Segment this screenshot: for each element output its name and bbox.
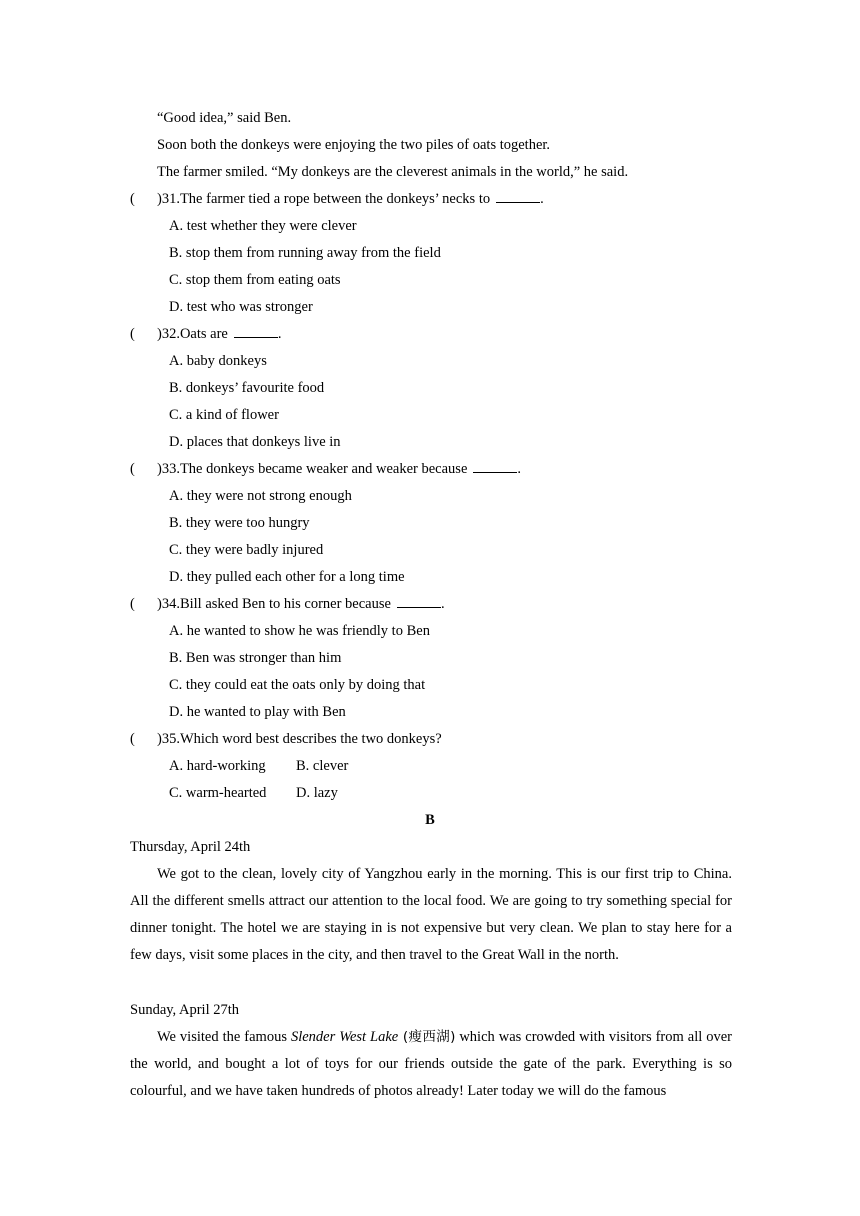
option-b: B. donkeys’ favourite food [169, 380, 325, 396]
option-a: A. they were not strong enough [169, 488, 352, 504]
place-name: Slender West Lake [290, 1029, 399, 1045]
option-d: D. they pulled each other for a long time [169, 569, 405, 585]
question-stem [157, 324, 281, 344]
option-b: B. they were too hungry [169, 515, 310, 531]
question-text: )33.The donkeys became weaker and weaker because [157, 461, 468, 477]
chinese-text: (瘦西湖) [402, 1029, 456, 1045]
answer-paren[interactable]: ( [130, 461, 135, 477]
option-c: C. they could eat the oats only by doing that [169, 677, 426, 693]
answer-paren[interactable]: ( [130, 191, 135, 207]
question-text: )32.Oats are [157, 326, 228, 342]
story-line-1: “Good idea,” said Ben. [157, 110, 292, 126]
option-c: C. stop them from eating oats [169, 272, 341, 288]
option-b: B. Ben was stronger than him [169, 650, 342, 666]
option-a: A. baby donkeys [169, 353, 267, 369]
section-heading: B [425, 812, 435, 828]
option-a: A. he wanted to show he was friendly to Ben [169, 623, 430, 639]
option-c: C. warm-hearted [169, 785, 267, 801]
answer-paren[interactable]: ( [130, 731, 135, 747]
answer-blank [397, 595, 441, 608]
option-c: C. they were badly injured [169, 542, 324, 558]
stem-end: . [540, 191, 544, 207]
chinese-name [398, 1029, 455, 1045]
story-line-3: The farmer smiled. “My donkeys are the cleverest animals in the world,” he said. [157, 164, 629, 180]
question-text: )31.The farmer tied a rope between the donkeys’ necks to [157, 191, 491, 207]
option-a: A. hard-working [169, 758, 266, 774]
question-text: )35.Which word best describes the two donkeys? [157, 731, 442, 747]
question-stem [157, 459, 521, 479]
answer-paren[interactable]: ( [130, 596, 135, 612]
stem-end: . [517, 461, 522, 477]
option-c: C. a kind of flower [169, 407, 279, 423]
option-d: D. he wanted to play with Ben [169, 704, 346, 720]
paragraph-text: We got to the clean, lovely city of Yangzhou early in the morning. This is our first trip to China. All the different smells attract our attention to the local food. We are going to try something special for dinner tonight. The hotel we are staying in is not expensive but very clean. We plan to stay here for a few days, visit some places in the city, and then travel to the Great Wall in the north. [130, 866, 732, 963]
answer-blank [496, 190, 540, 203]
question-text: )34.Bill asked Ben to his corner because [157, 596, 391, 612]
stem-end: . [440, 596, 445, 612]
diary-paragraph [130, 861, 732, 969]
option-b: B. clever [296, 758, 349, 774]
option-b: B. stop them from running away from the field [169, 245, 441, 261]
story-line-2: Soon both the donkeys were enjoying the two piles of oats together. [157, 137, 551, 153]
question-stem [157, 189, 544, 209]
option-d: D. lazy [296, 785, 338, 801]
diary-date: Thursday, April 24th [130, 839, 251, 855]
diary-date: Sunday, April 27th [130, 1002, 240, 1018]
text-run: We visited the famous [157, 1029, 291, 1045]
answer-blank [234, 325, 278, 338]
diary-paragraph [130, 1024, 732, 1105]
paragraph-text [130, 1024, 732, 1105]
answer-paren[interactable]: ( [130, 326, 135, 342]
stem-end: . [277, 326, 282, 342]
option-d: D. test who was stronger [169, 299, 313, 315]
option-a: A. test whether they were clever [169, 218, 357, 234]
option-d: D. places that donkeys live in [169, 434, 341, 450]
answer-blank [473, 460, 517, 473]
question-stem [157, 594, 445, 614]
text-run: which was crowded with visitors from all over the world, and bought a lot of toys for our friends outside the gate of the park. Everything is so colourful, and we have taken hundreds of photos already! Later today we will do the famous [130, 1029, 732, 1099]
